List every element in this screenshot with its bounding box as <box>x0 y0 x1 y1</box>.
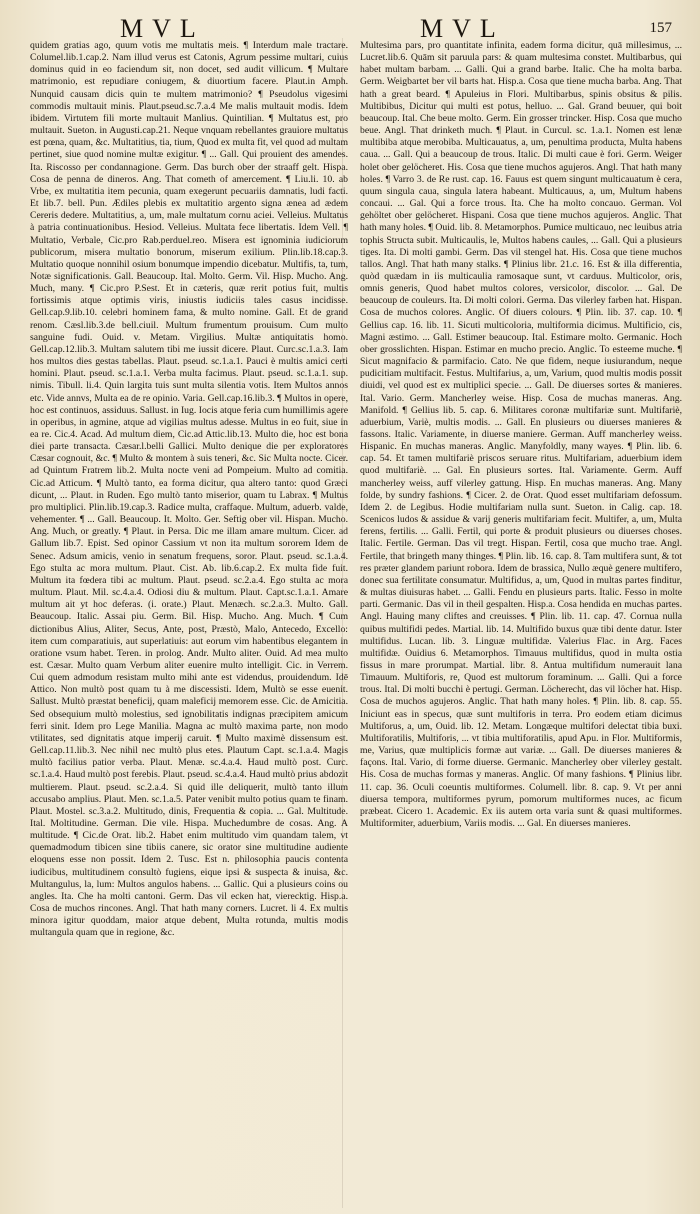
left-header-title: MVL <box>120 14 205 43</box>
left-column <box>30 40 348 1206</box>
right-header-title: MVL <box>420 14 505 43</box>
left-column-text: quidem gratias ago, quum votis me multatis meis. ¶ Interdum male tractare. Columel.lib.1.cap.2. Nam illud verus est Catonis, Agrum pessime multari, cuius dominus quid in eo faciendum sit, non docet, sed audit villicum. ¶ Multare matrimonio, est repudiare coniugem, & diuortium facere. Plaut.in Amph. Nunquid causam dicis quin te multem matrimonio? ¶ Pseudolus vigesimi commodis multauit minis. Plaut.pseud.sc.7.a.4 Me malis multauit modis. Idem ibidem. Virtutem fili morte multauit Manlius. Quintilian. ¶ Multatus est, pro multauit. Sueton. in Augusti.cap.21. Neque vnquam rebellantes grauiore multatus est pœna, quam, &c. Multatitius, tia, tium, Quod ex multa fit, vel quod ad multam pertinet, siue quod nomine multæ exigitur. ¶ ... Gall. Qui prouient des amendes. Ita. Riscosso per condannagione. Germ. Das burch ober der straaff gelt. Hispa. Cosa de penna de dineros. Ang. That cometh of amercement. ¶ Liu.li. 10. ab Vrbe, ex multatitia item pecunia, quam exegerunt pecuariis damnatis, ludi facti. Et lib.7. bell. Pun. Ædiles plebis ex multatitio argento signa ænea ad ædem Cereris dedere. Multatitius, a, um, male multatum cornu aciei. Velleius. Multatus à patria continuationibus. Hesiod. Velleius. Multata fece libertatis. Idem Vell. ¶ Multatio, Verbale, Cic.pro Rab.perduel.reo. Misera est ignominia iudiciorum publicorum, misera multatio bonorum, miserum exilium. Plin.lib.18.cap.3. Multatio quoque nonnihil osium bonumque impendio dicebatur. Multifis, ta, tum, Notæ significationis. Gall. Beaucoup. Ital. Molto. Germ. Vil. Hisp. Mucho. Ang. Much, many. ¶ Cic.pro P.Sest. Et in cæteris, quæ rerit potius fuit, multis fortissimis atque optimis viris, iniustis iudiciis tales casus incidisse. Gell.cap.9.lib.10. celebri hominem fama, & multo nomine. Gall. Et de grand renom. Cæsl.lib.3.de bell.ciuil. Multum frumentum prouisum. Cum multo sanguine fudi. Ouid. v. Metam. Virgilius. Multæ antiquitatis homo. Gell.cap.12.lib.3. Multam salutem tibi me iussit dicere. Plaut. Curc.sc.1.a.3. Iam hos multos dies gestas tabellas. Plaut. pseud. sc.1.a.1. Pauci è multis amici certi homini. Plaut. pseud. sc.1.a.1. Verba multa facimus. Plaut. pseud. sc.1.a.1. sup. nimis. Tibull. li.4. Quin largita tuis sunt multa silentia votis. Item Multos annos etc. Vide annvs, Multa ea de re opinio. Varia. Gell.cap.16.lib.3. ¶ Multos in opere, hoc est continuos, assiduus. Sallust. in Iug. Iocis atque feria cum humillimis agere in operibus, in agmine, atque ad vigilias multus adesse. Multus in eo fuit, siue in ea re. Cic.4. Acad. Ad multum diem, Cic.ad Attic.lib.13. Multo die, hoc est bona diei parte transacta. Cæsar.l.belli Gallici. Multo denique die per exploratores Cæsar cognouit, &c. ¶ Multo & montem à suis teneri, &c. Sic Multa nocte. Cicer. ad Quintum Fratrem lib.2. Multa nocte veni ad Pompeium. Multo ad comitia. Cic.ad Atticum. ¶ Multò tanto, ea forma dicitur, qua altero tanto: quod Græci dicunt, ... Plaut. in Ruden. Ego multò tanto miserior, quam tu Labrax. ¶ Multus pro multiplici. Plin.lib.19.cap.3. Radice multa, craffaque. Multum, aduerb. valde, vehementer. ¶ ... Gall. Beaucoup. It. Molto. Ger. Seftig ober vil. Hispan. Mucho. Ang. Much, or greatly. ¶ Plaut. in Persa. Dic me illam amare multum. Cicer. ad Gallum lib.7. Epist. Sed opinor Cassium vt non ita multum sororem Idem de Senec. Adsum amicis, venio in senatum frequens, soror. Plaut. pseud. sc.1.a.4. Ego stulta ac mora multum. Plaut. Cist. Ab. lib.6.cap.2. Ex multa fide fuit. Multum ita fœdera tibi ac multum. Plaut. pseud. sc.2.a.4. Ego stulta ac mora multum. Plaut. Mil. sc.4.a.4. Odiosi diu & multum. Plaut. Capt.sc.1.a.1. Amare multum ait yt hoc deferas. (i. orate.) Plaut. Menæch. sc.2.a.3. Multo. Gall. Beaucoup. Italic. Assai piu. Germ. Bil. Hisp. Mucho. Ang. Much. ¶ Cum dictionibus Alius, Aliter, Secus, Ante, post, Præstò, Malo, Antecedo, Excello: item cum comparatiuis, aut superlatiuis: aut eorum vim habentibus elegantem in oratione vsum habet. Teren. in prolog. Andr. Multo aliter. Ouid. Ad mea multo est. Cæsar. Multo quam Verbum aliter euenire multo intelligit. Cic. in Verrem. Cui quem admodum resistam multo mihi ante est videndus, prouidendum. Idē Attico. Non multò post quam tu à me discessisti. Idem, Multò se esse euenit. Sallust. Multò præstat beneficij, quam maleficij memorem esse. Cic. de Amicitia. Sed obsequium multò molestius, sed ignobilitatis indignas præcipitem amicum ferri sinit. Idem pro Lege Manilia. Magna ac multò maxima parte, non modo vtilitates, sed dignitatis atque imperij caruit. ¶ Multo maximè dissensum est. Gell.cap.11.lib.3. Nec nihil nec multò plus etes. Plautum Capt. sc.1.a.4. Magis multò facilius patior verba. Plaut. Menæ. sc.4.a.4. Haud multò post. Curc. sc.1.a.4. Haud multò post ferebis. Plaut. pseud. sc.4.a.4. Haud multò prius abdozit multierem. Plaut. pseud. sc.2.a.4. Si quid ille deliquerit, multò tanto illum accusabo amplius. Plaut. Men. sc.1.a.5. Pater venibit multo potius quam te finam. Plaut. Mostel. sc.3.a.2. Multitudo, dinis, Frequentia & copia. ... Gal. Multitude. Ital. Moltitudine. German. Die vile. Hispa. Muchedumbre de cosas. Ang. A multitude. ¶ Cic.de Orat. lib.2. Habet enim multitudo vim quandam talem, vt quemadmodum tibicen sine tibiis canere, sic orator sine multitudine audiente eloquens esse non possit. Idem 2. Tusc. Est n. philosophia paucis contenta iudicibus, multitudinem consultò fugiens, eique ipsi & suspecta & inuisa, &c. Multangulus, la, lum: Multos angulos habens. ... Gallic. Qui a plusieurs coins ou angles. Ita. Che ha molti cantoni. Germ. Das vil ecken hat, vierecktig. Hisp.a. Cosa de muchos rincones. Angl. That hath many corners. Lucret. li 4. Ex multis minora igitur quoddam, maior atque debent, Multa rotunda, multis modis multangula quam que in regione, &c. <box>30 40 348 939</box>
right-column-text: Multesima pars, pro quantitate infinita, eadem forma dicitur, quā millesimus, ... Lucret.lib.6. Quām sit paruula pars: & quam multesima constet. Multibarbus, qui habet multam barbam. ... Galli. Qui a grand barbe. Italic. Che ha molta barba. Germ. Weigbartet ber vil barts hat. Hisp.a. Cosa que tiene mucha barba. Ang. That hath a great beard. ¶ Apuleius in Flori. Multibarbus, spinis obsitus & pilis. Multibibus, Dicitur qui multi est potus, helluo. ... Gal. Grand beuuer, qui boit beaucoup. Ital. Che beue molto. Germ. Ein grosser trincker. Hisp. Cosa que mucho beue. Angl. That drinketh much. ¶ Plaut. in Curcul. sc. 1.a.1. Nomen est lenæ multibiba atque merobiba. Multicauatus, a, um, penultima producta, Multa habens caua. ... Gall. Qui a beaucoup de trous. Italic. Di multi caue è fori. Germ. Weiger holet ober gelöcheret. His. Cosa que tiene muchos agujeros. Angl. That hath many holes. ¶ Varro 3. de Re rust. cap. 16. Fauus est quem singunt multicauatum è cera, quum singula caua, singula latera habeant. Multicauus, a, um, Multum habens concaui. ... Gal. Qui a force trous. Ita. Che ha molto concauo. German. Vol gehöltet ober gelöcheret. Hispani. Cosa que tiene muchos agujeros. Anglic. That hath many holes. ¶ Ouid. lib. 8. Metamorphos. Pumice multicauo, nec leuibus atria tophis Structa subit. Multicaulis, le, Multos habens caules, ... Gall. Qui a plusieurs tiges. Ita. Di molti gambi. Germ. Das vil stengel hat. His. Cosa que tiene muchos tallos. Angl. That hath many stalks. ¶ Plinius libr. 21.c. 16. Est & illa differentia, quòd quædam in iis multicaulia ramosaque sunt, vt carduus. Multicolor, oris, omnis generis, Quod habet multos colores, versicolor, discolor. ... Gal. De beaucoup de couleurs. Ita. Di molti colori. Germa. Das vilerley farben hat. Hispan. Cosa de muchos colores. Anglic. Of diuers colours. ¶ Plin. lib. 37. cap. 10. ¶ Gellius cap. 16. lib. 11. Sicuti multicoloria, multiformia dicimus. Multificio, cis, Magni æstimo. ... Gall. Estimer beaucoup. Ital. Estimare molto. Germanic. Hoch ober grosslichten. Hispan. Estimar en mucho precio. Anglic. To esteeme muche. ¶ Sicut magnifacio & parmifacio. Cato. Ne que fidem, neque iusiurandum, neque pudicitiam multifacit. Festus. Multifarius, a, um, Varium, quod multis modis possit diuidi, vel quod est ex multiplici specie. ... Gall. De diuerses sortes & manieres. Ital. Vario. Germ. Mancherley weise. Hisp. Cosa de muchas maneras. Ang. Manifold. ¶ Gellius lib. 5. cap. 6. Militares coronæ multifariæ sunt. Multifariè, aduerbium, Variè, multis modis. ... Gall. En plusieurs ou diuerses manieres & fassons. Italic. Variamente, in diuerse maniere. German. Auff mancherley weiss. Hispanic. En muchas maneras. Anglic. Manyfoldly, many wayes. ¶ Plin. lib. 6. cap. 54. Et tamen multifariè priscos seruare ritus. Multifariam, aduerbium idem quod multifariè. ... Gal. En plusieurs sortes. Ital. Variamente. Germ. Auff mancherley weiss, auff vilerley gattung. Hisp. En muchas maneras. Ang. Many folde, by sundry fashions. ¶ Cicer. 2. de Orat. Quod esset multifariam defossum. Idem 2. de Legibus. Hodie multifariam nulla sunt. Sueton. in Calig. cap. 18. Scenicos ludos & assidue & varij generis multifariam fecit. Multifer, a, um, Multa ferens, fertilis. ... Galli. Fertil, qui porte & produit plusieurs ou diuerses choses. Italic. Fertile. German. Das vil tregt. Hispan. Fertil, cosa que mucho trae. Angl. Fertile, that bringeth many thinges. ¶ Plin. lib. 16. cap. 8. Tam multifera sunt, & tot res præter glandem pariunt robora. Idem de brassica, Nullo æquè genere multifero, donec sua fertilitate consumatur. Multifidus, a, um, Quod in multas partes finditur, & multas diuisuras habet. ... Galli. Fendu en plusieurs parts. Italic. Fesso in molte parti. Germanic. Das vil in theil gespalten. Hisp.a. Cosa hendida en muchas partes. Angl. Hauing many cliftes and creuisses. ¶ Plin. lib. 11. cap. 47. Cornua nulla quibus multifidi pedes. Martial. lib. 14. Multifido buxus quæ tibi dente datur. Ister multifidus. Lucan. lib. 3. Linguæ multifidæ. Valerius Flac. in Arg. Faces multifidæ. Ouidius 6. Metamorphos. Timauus multifidus, quod in multa ostia fissus in mare prorumpat. Martial. libr. 8. Antua multifidum numerauit lana Timauum. Multiforis, re, Quod est multorum foraminum. ... Galli. Qui a force trous. Ital. Di molti bucchi è pertugi. German. Löcherecht, das vil löcher hat. Hisp. Cosa de muchos agujeros. Anglic. That hath many holes. ¶ Plin. lib. 8. cap. 55. Iniciunt eas in specus, quæ sunt multiforis in terra. Pro eodem etiam dicimus Multiforus, a, um, Ouid. lib. 12. Metam. Longæque multifori delectat tibia buxi. Multiforatilis, Multiforis, ... vt tibia multiforatilis, apud Apu. in Flor. Multiformis, me, Varius, quæ multiplicis formæ aut variæ. ... Gall. De diuerses manieres & façons. Ital. Vario, di forme diuerse. Germanic. Mancherley ober vilerley gestalt. His. Cosa de muchas formas y maneras. Anglic. Of many fashions. ¶ Plinius libr. 11. cap. 36. Oculi coeuntis multiformes. Columell. libr. 8. cap. 9. Vt per anni diuersa tempora, multiformes pyrum, pomorum multiformes nuces, ac ficum præbeat. Cicero 1. Academic. Ex iis autem orta varia sunt & quasi multiformes. Multiformiter, aduerbium, Variis modis. ... Gal. En diuerses manieres. <box>360 40 682 829</box>
page-number: 157 <box>649 20 672 36</box>
right-column <box>360 40 682 1206</box>
